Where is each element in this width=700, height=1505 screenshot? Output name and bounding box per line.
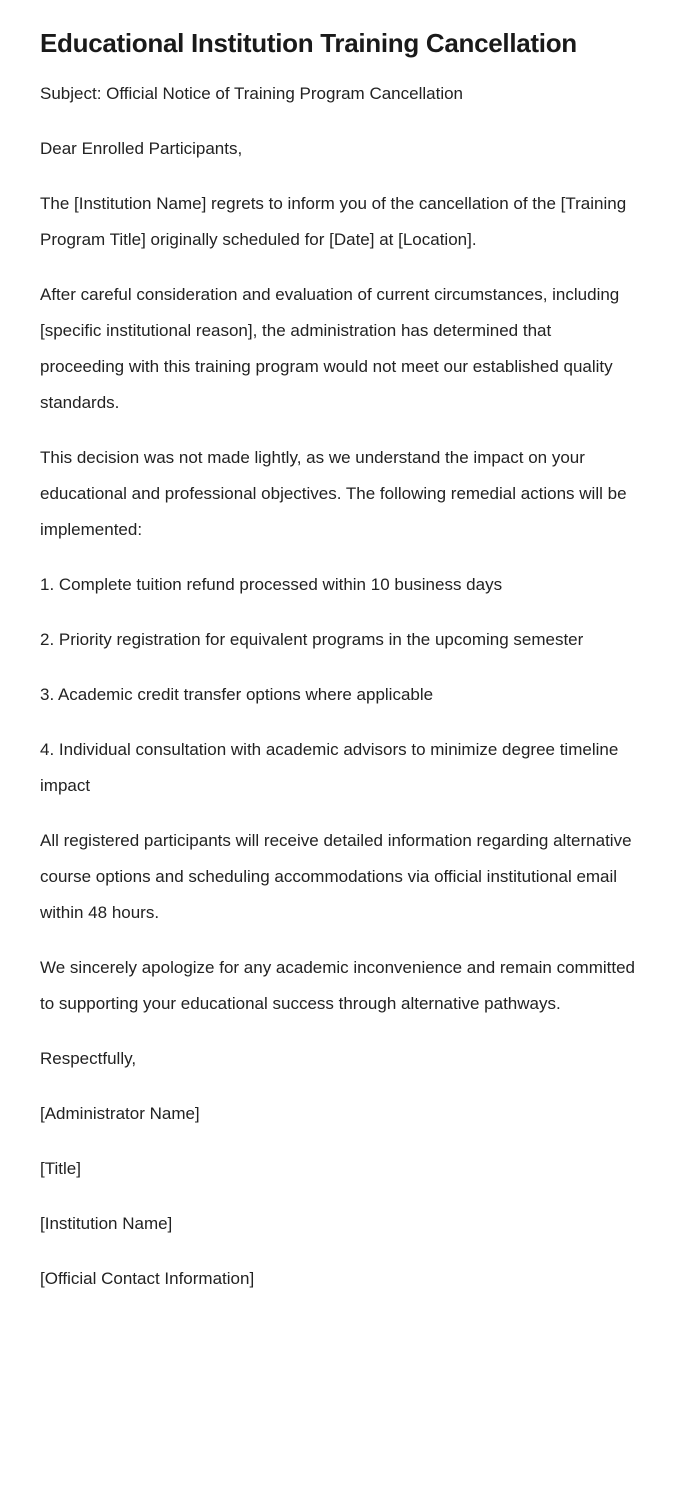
page-title: Educational Institution Training Cancellation — [40, 28, 577, 58]
signature-institution-name: [Institution Name] — [40, 1214, 173, 1233]
paragraph-apology: We sincerely apologize for any academic inconvenience and remain committed to supporting your educational success through alternative pathways. — [40, 958, 635, 1013]
paragraph-follow-up-communication: All registered participants will receive detailed information regarding alternative course options and scheduling accommodations via official institutional email within 48 hours. — [40, 831, 632, 922]
signature-contact-information: [Official Contact Information] — [40, 1269, 255, 1288]
paragraph-salutation: Dear Enrolled Participants, — [40, 139, 243, 158]
paragraph-subject-line: Subject: Official Notice of Training Program Cancellation — [40, 84, 463, 103]
list-item-remedy-1: 1. Complete tuition refund processed within 10 business days — [40, 575, 503, 594]
paragraph-cancellation-notice: The [Institution Name] regrets to inform you of the cancellation of the [Training Program Title] originally scheduled for [Date] at [Location]. — [40, 194, 627, 249]
list-item-remedy-3: 3. Academic credit transfer options where applicable — [40, 685, 434, 704]
list-item-remedy-4: 4. Individual consultation with academic advisors to minimize degree timeline impact — [40, 740, 619, 795]
paragraph-rationale: After careful consideration and evaluation of current circumstances, including [specific institutional reason], the administration has determined that proceeding with this training program would not meet our established quality standards. — [40, 285, 620, 412]
list-item-remedy-2: 2. Priority registration for equivalent programs in the upcoming semester — [40, 630, 584, 649]
signature-title: [Title] — [40, 1159, 81, 1178]
paragraph-remedial-intro: This decision was not made lightly, as we understand the impact on your educational and professional objectives. The following remedial actions will be implemented: — [40, 448, 627, 539]
document-body — [40, 76, 640, 1297]
closing-salutation: Respectfully, — [40, 1049, 137, 1068]
signature-administrator-name: [Administrator Name] — [40, 1104, 200, 1123]
